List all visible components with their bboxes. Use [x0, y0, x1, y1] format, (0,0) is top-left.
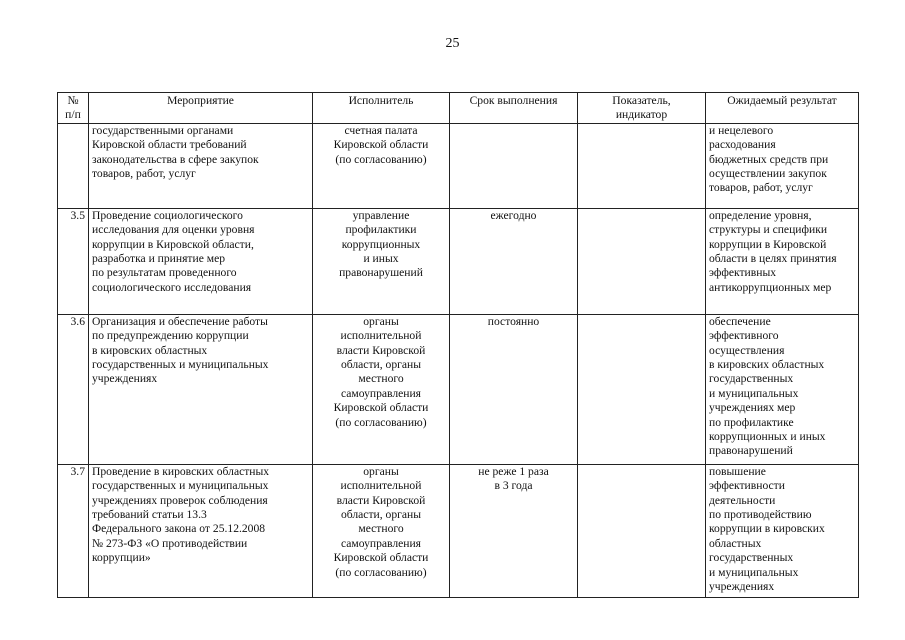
row-indicator: [578, 314, 706, 464]
row-num: 3.6: [58, 314, 89, 464]
row-executor: органы исполнительной власти Кировской области, органы местного самоуправления Кировской области (по согласованию): [313, 464, 450, 597]
header-result: Ожидаемый результат: [706, 93, 859, 124]
row-term: [450, 123, 578, 208]
header-indicator: Показатель, индикатор: [578, 93, 706, 124]
header-activity: Мероприятие: [89, 93, 313, 124]
row-term: не реже 1 раза в 3 года: [450, 464, 578, 597]
row-executor: счетная палата Кировской области (по согласованию): [313, 123, 450, 208]
table-header-row: [58, 93, 859, 124]
table-row: [58, 314, 859, 464]
row-result: определение уровня, структуры и специфики коррупции в Кировской области в целях принятия эффективных антикоррупционных мер: [706, 208, 859, 314]
row-result: повышение эффективности деятельности по противодействию коррупции в кировских областных государственных и муниципальных учреждениях: [706, 464, 859, 597]
row-activity: Проведение в кировских областных государственных и муниципальных учреждениях проверок соблюдения требований статьи 13.3 Федерального закона от 25.12.2008 № 273-ФЗ «О противодействии коррупции»: [89, 464, 313, 597]
row-indicator: [578, 464, 706, 597]
row-result: обеспечение эффективного осуществления в кировских областных государственных и муниципальных учреждениях мер по профилактике коррупционных и иных правонарушений: [706, 314, 859, 464]
page-number: 25: [445, 36, 460, 51]
row-num: 3.7: [58, 464, 89, 597]
row-activity: Организация и обеспечение работы по предупреждению коррупции в кировских областных государственных и муниципальных учреждениях: [89, 314, 313, 464]
header-num: № п/п: [58, 93, 89, 124]
row-num: 3.5: [58, 208, 89, 314]
table-row: [58, 208, 859, 314]
row-executor: управление профилактики коррупционных и иных правонарушений: [313, 208, 450, 314]
row-num: [58, 123, 89, 208]
row-term: ежегодно: [450, 208, 578, 314]
row-indicator: [578, 123, 706, 208]
row-indicator: [578, 208, 706, 314]
header-executor: Исполнитель: [313, 93, 450, 124]
row-result: и нецелевого расходования бюджетных средств при осуществлении закупок товаров, работ, услуг: [706, 123, 859, 208]
row-term: постоянно: [450, 314, 578, 464]
table-row: [58, 464, 859, 597]
row-activity: государственными органами Кировской области требований законодательства в сфере закупок товаров, работ, услуг: [89, 123, 313, 208]
measures-table: [57, 92, 859, 598]
row-activity: Проведение социологического исследования для оценки уровня коррупции в Кировской области, разработка и принятие мер по результатам проведенного социологического исследования: [89, 208, 313, 314]
header-term: Срок выполнения: [450, 93, 578, 124]
row-executor: органы исполнительной власти Кировской области, органы местного самоуправления Кировской области (по согласованию): [313, 314, 450, 464]
table-row: [58, 123, 859, 208]
